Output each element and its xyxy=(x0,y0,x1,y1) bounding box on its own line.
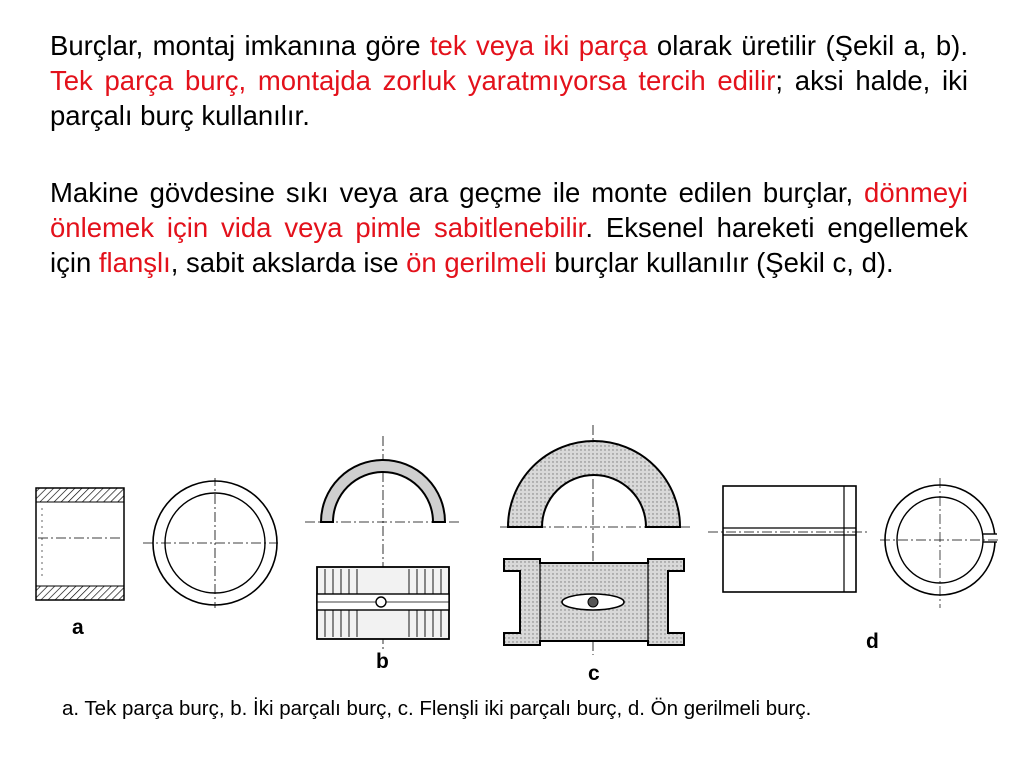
figure-label-d: d xyxy=(866,630,879,653)
highlighted-text: tek veya iki parça xyxy=(429,30,648,61)
highlighted-text: dönmeyi önlemek için vida veya pimle sabitlenebilir xyxy=(50,177,968,243)
flanged-half-shell xyxy=(508,441,680,527)
highlighted-text: flanşlı xyxy=(98,247,171,278)
figure-label-a: a xyxy=(72,616,84,639)
pin-hole xyxy=(376,597,386,607)
split-gap xyxy=(984,534,1000,542)
body-text: Burçlar, montaj imkanına göre xyxy=(50,30,430,61)
body-text: , sabit akslarda ise xyxy=(170,247,407,278)
highlighted-text: ön gerilmeli xyxy=(406,247,547,278)
figure-label-b: b xyxy=(376,650,389,673)
body-text: ; aksi halde, iki parçalı burç kullanılır. xyxy=(50,65,968,131)
figure-a-drawing xyxy=(28,478,278,608)
paragraph-fixing-methods xyxy=(50,175,968,280)
figure-d-drawing xyxy=(708,478,1000,610)
preloaded-side-view xyxy=(723,486,856,592)
body-text: . Eksenel hareketi engellemek için xyxy=(50,212,968,278)
figure-label-c: c xyxy=(588,662,600,685)
body-text: Makine gövdesine sıkı veya ara geçme ile monte edilen burçlar, xyxy=(50,177,865,208)
body-text: burçlar kullanılır (Şekil c, d). xyxy=(546,247,894,278)
figure-b-drawing xyxy=(305,436,465,651)
figure-c-drawing xyxy=(500,425,690,655)
bushing-section xyxy=(36,488,124,600)
paragraph-mounting-options xyxy=(50,28,968,133)
highlighted-text: Tek parça burç, montajda zorluk yaratmıyorsa tercih edilir xyxy=(50,65,776,96)
figure-caption: a. Tek parça burç, b. İki parçalı burç, c. Flenşli iki parçalı burç, d. Ön gerilmeli burç. xyxy=(62,697,812,720)
body-text: olarak üretilir (Şekil a, b). xyxy=(647,30,968,61)
